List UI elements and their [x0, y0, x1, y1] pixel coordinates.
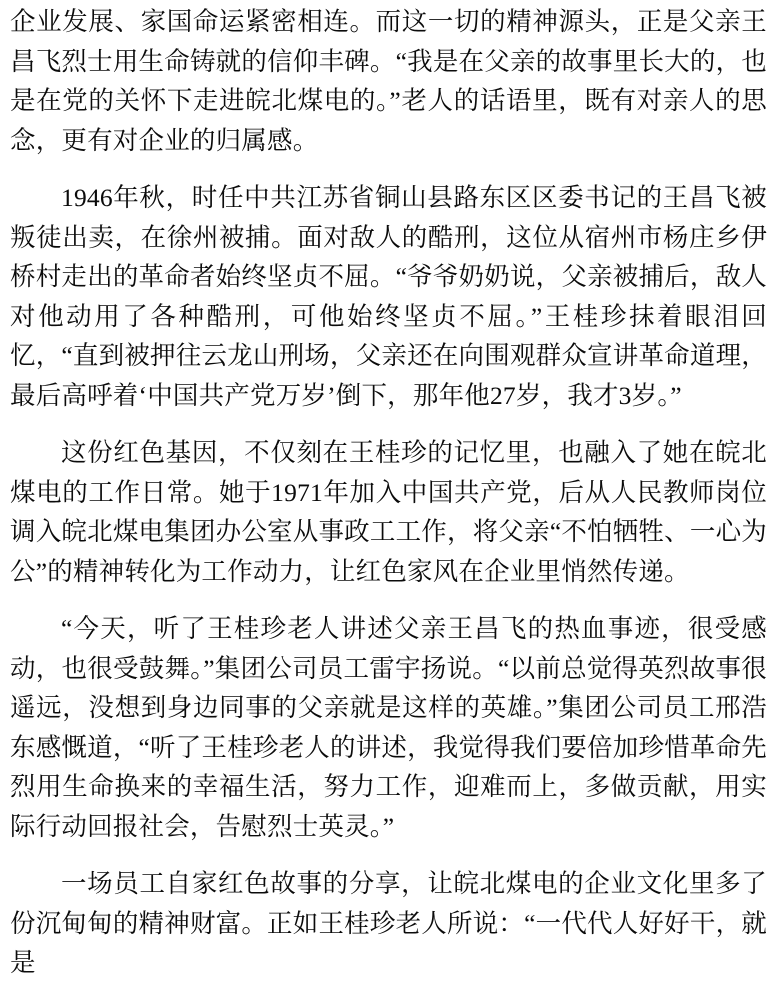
paragraph: 1946年秋，时任中共江苏省铜山县路东区区委书记的王昌飞被叛徒出卖，在徐州被捕。面对敌人的酷刑，这位从宿州市杨庄乡伊桥村走出的革命者始终坚贞不屈。“爷爷奶奶说，父亲被捕后，敌人对他动用了各种酷刑，可他始终坚贞不屈。”王桂珍抹着眼泪回忆，“直到被押往云龙山刑场，父亲还在向围观群众宣讲革命道理，最后高呼着‘中国共产党万岁’倒下，那年他27岁，我才3岁。” [10, 183, 767, 410]
paragraph-spacer [10, 160, 767, 178]
article-body [10, 0, 767, 983]
paragraph: “今天，听了王桂珍老人讲述父亲王昌飞的热血事迹，很受感动，也很受鼓舞。”集团公司员工雷宇扬说。“以前总觉得英烈故事很遥远，没想到身边同事的父亲就是这样的英雄。”集团公司员工邢浩东感慨道，“听了王桂珍老人的讲述，我觉得我们要倍加珍惜革命先烈用生命换来的幸福生活，努力工作，迎难而上，多做贡献，用实际行动回报社会，告慰烈士英灵。” [10, 614, 767, 841]
paragraph: 企业发展、家国命运紧密相连。而这一切的精神源头，正是父亲王昌飞烈士用生命铸就的信仰丰碑。“我是在父亲的故事里长大的，也是在党的关怀下走进皖北煤电的。”老人的话语里，既有对亲人的思念，更有对企业的归属感。 [10, 7, 767, 155]
paragraph-spacer [10, 846, 767, 864]
paragraph: 一场员工自家红色故事的分享，让皖北煤电的企业文化里多了份沉甸甸的精神财富。正如王桂珍老人所说：“一代代人好好干，就是 [10, 869, 767, 977]
paragraph: 这份红色基因，不仅刻在王桂珍的记忆里，也融入了她在皖北煤电的工作日常。她于1971年加入中国共产党，后从人民教师岗位调入皖北煤电集团办公室从事政工工作，将父亲“不怕牺牲、一心为公”的精神转化为工作动力，让红色家风在企业里悄然传递。 [10, 438, 767, 586]
paragraph-spacer [10, 591, 767, 609]
paragraph-spacer [10, 415, 767, 433]
